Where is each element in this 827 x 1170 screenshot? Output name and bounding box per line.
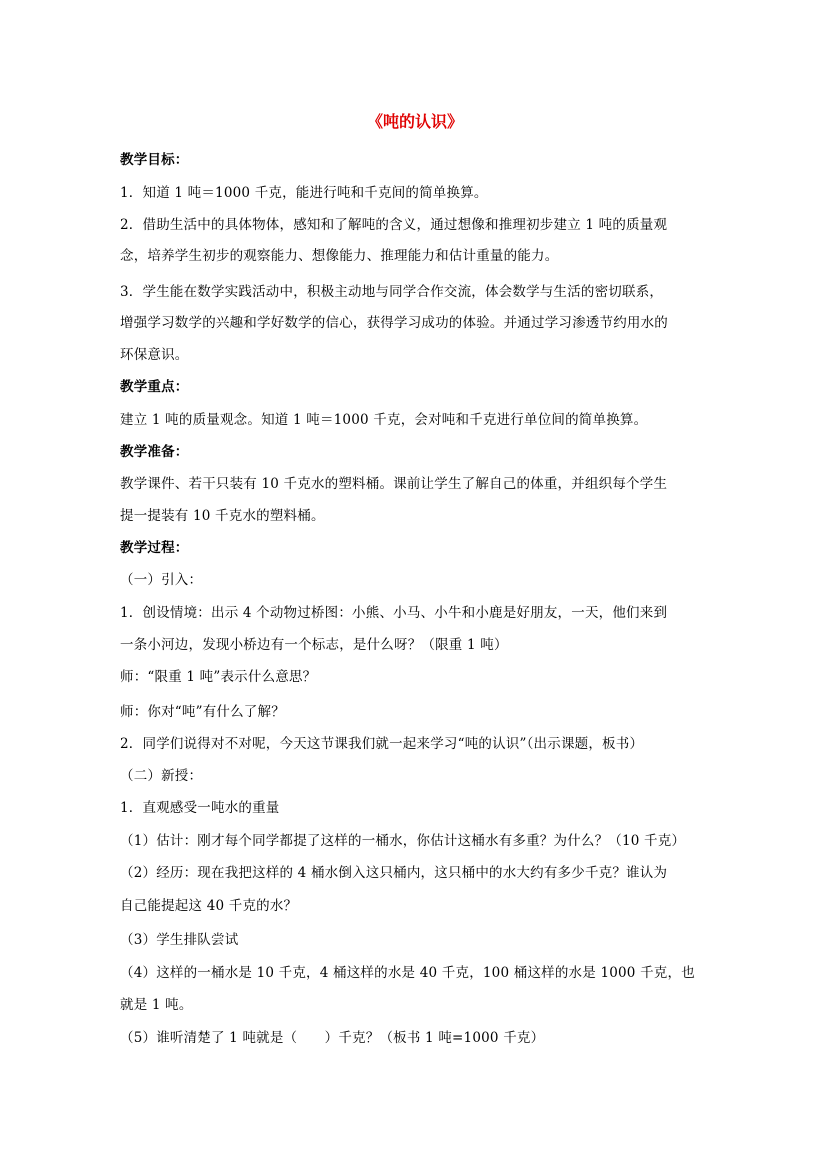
paragraph-line: 就是 1 吨。	[120, 997, 193, 1013]
paragraph-line: 师：“限重 1 吨”表示什么意思？	[120, 669, 317, 685]
paragraph-line: 自己能提起这 40 千克的水？	[120, 898, 298, 914]
paragraph-line: 教学课件、若干只装有 10 千克水的塑料桶。课前让学生了解自己的体重，并组织每个学生	[120, 476, 668, 492]
paragraph-line: 1．知道 1 吨＝1000 千克，能进行吨和千克间的简单换算。	[120, 185, 488, 201]
paragraph-line: （4）这样的一桶水是 10 千克，4 桶这样的水是 40 千克，100 桶这样的水是 1000 千克，也	[120, 965, 695, 981]
paragraph-line: （5）谁听清楚了 1 吨就是（ ）千克？（板书 1 吨=1000 千克）	[120, 1030, 545, 1046]
paragraph-line: 2．同学们说得对不对呢，今天这节课我们就一起来学习“吨的认识”（出示课题，板书）	[120, 736, 644, 752]
section-heading-preparation: 教学准备：	[120, 444, 189, 460]
paragraph-line: 增强学习数学的兴趣和学好数学的信心，获得学习成功的体验。并通过学习渗透节约用水的	[120, 315, 668, 331]
paragraph-line: 一条小河边，发现小桥边有一个标志，是什么呀？（限重 1 吨）	[120, 637, 508, 653]
paragraph-line: （3）学生排队尝试	[120, 932, 239, 948]
paragraph-line: 1．直观感受一吨水的重量	[120, 800, 280, 816]
paragraph-line: 念，培养学生初步的观察能力、想像能力、推理能力和估计重量的能力。	[120, 248, 559, 264]
paragraph-line: 2．借助生活中的具体物体，感知和了解吨的含义，通过想像和推理初步建立 1 吨的质量观	[120, 217, 668, 233]
paragraph-line: （1）估计：刚才每个同学都提了这样的一桶水，你估计这桶水有多重？为什么？（10 千克）	[120, 833, 686, 849]
paragraph-line: （二）新授：	[120, 768, 203, 784]
document-title: 《吨的认识》	[366, 112, 463, 131]
paragraph-line: （一）引入：	[120, 572, 203, 588]
paragraph-line: 3．学生能在数学实践活动中，积极主动地与同学合作交流，体会数学与生活的密切联系，	[120, 284, 664, 300]
paragraph-line: （2）经历：现在我把这样的 4 桶水倒入这只桶内，这只桶中的水大约有多少千克？谁认为	[120, 865, 668, 881]
section-heading-objectives: 教学目标：	[120, 152, 189, 168]
section-heading-process: 教学过程：	[120, 540, 189, 556]
paragraph-line: 提一提装有 10 千克水的塑料桶。	[120, 508, 325, 524]
paragraph-line: 建立 1 吨的质量观念。知道 1 吨＝1000 千克，会对吨和千克进行单位间的简单换算。	[120, 412, 648, 428]
paragraph-line: 1．创设情境：出示 4 个动物过桥图：小熊、小马、小牛和小鹿是好朋友，一天，他们来到	[120, 605, 668, 621]
paragraph-line: 师：你对“吨”有什么了解？	[120, 704, 285, 720]
paragraph-line: 环保意识。	[120, 347, 189, 363]
section-heading-key-points: 教学重点：	[120, 379, 189, 395]
